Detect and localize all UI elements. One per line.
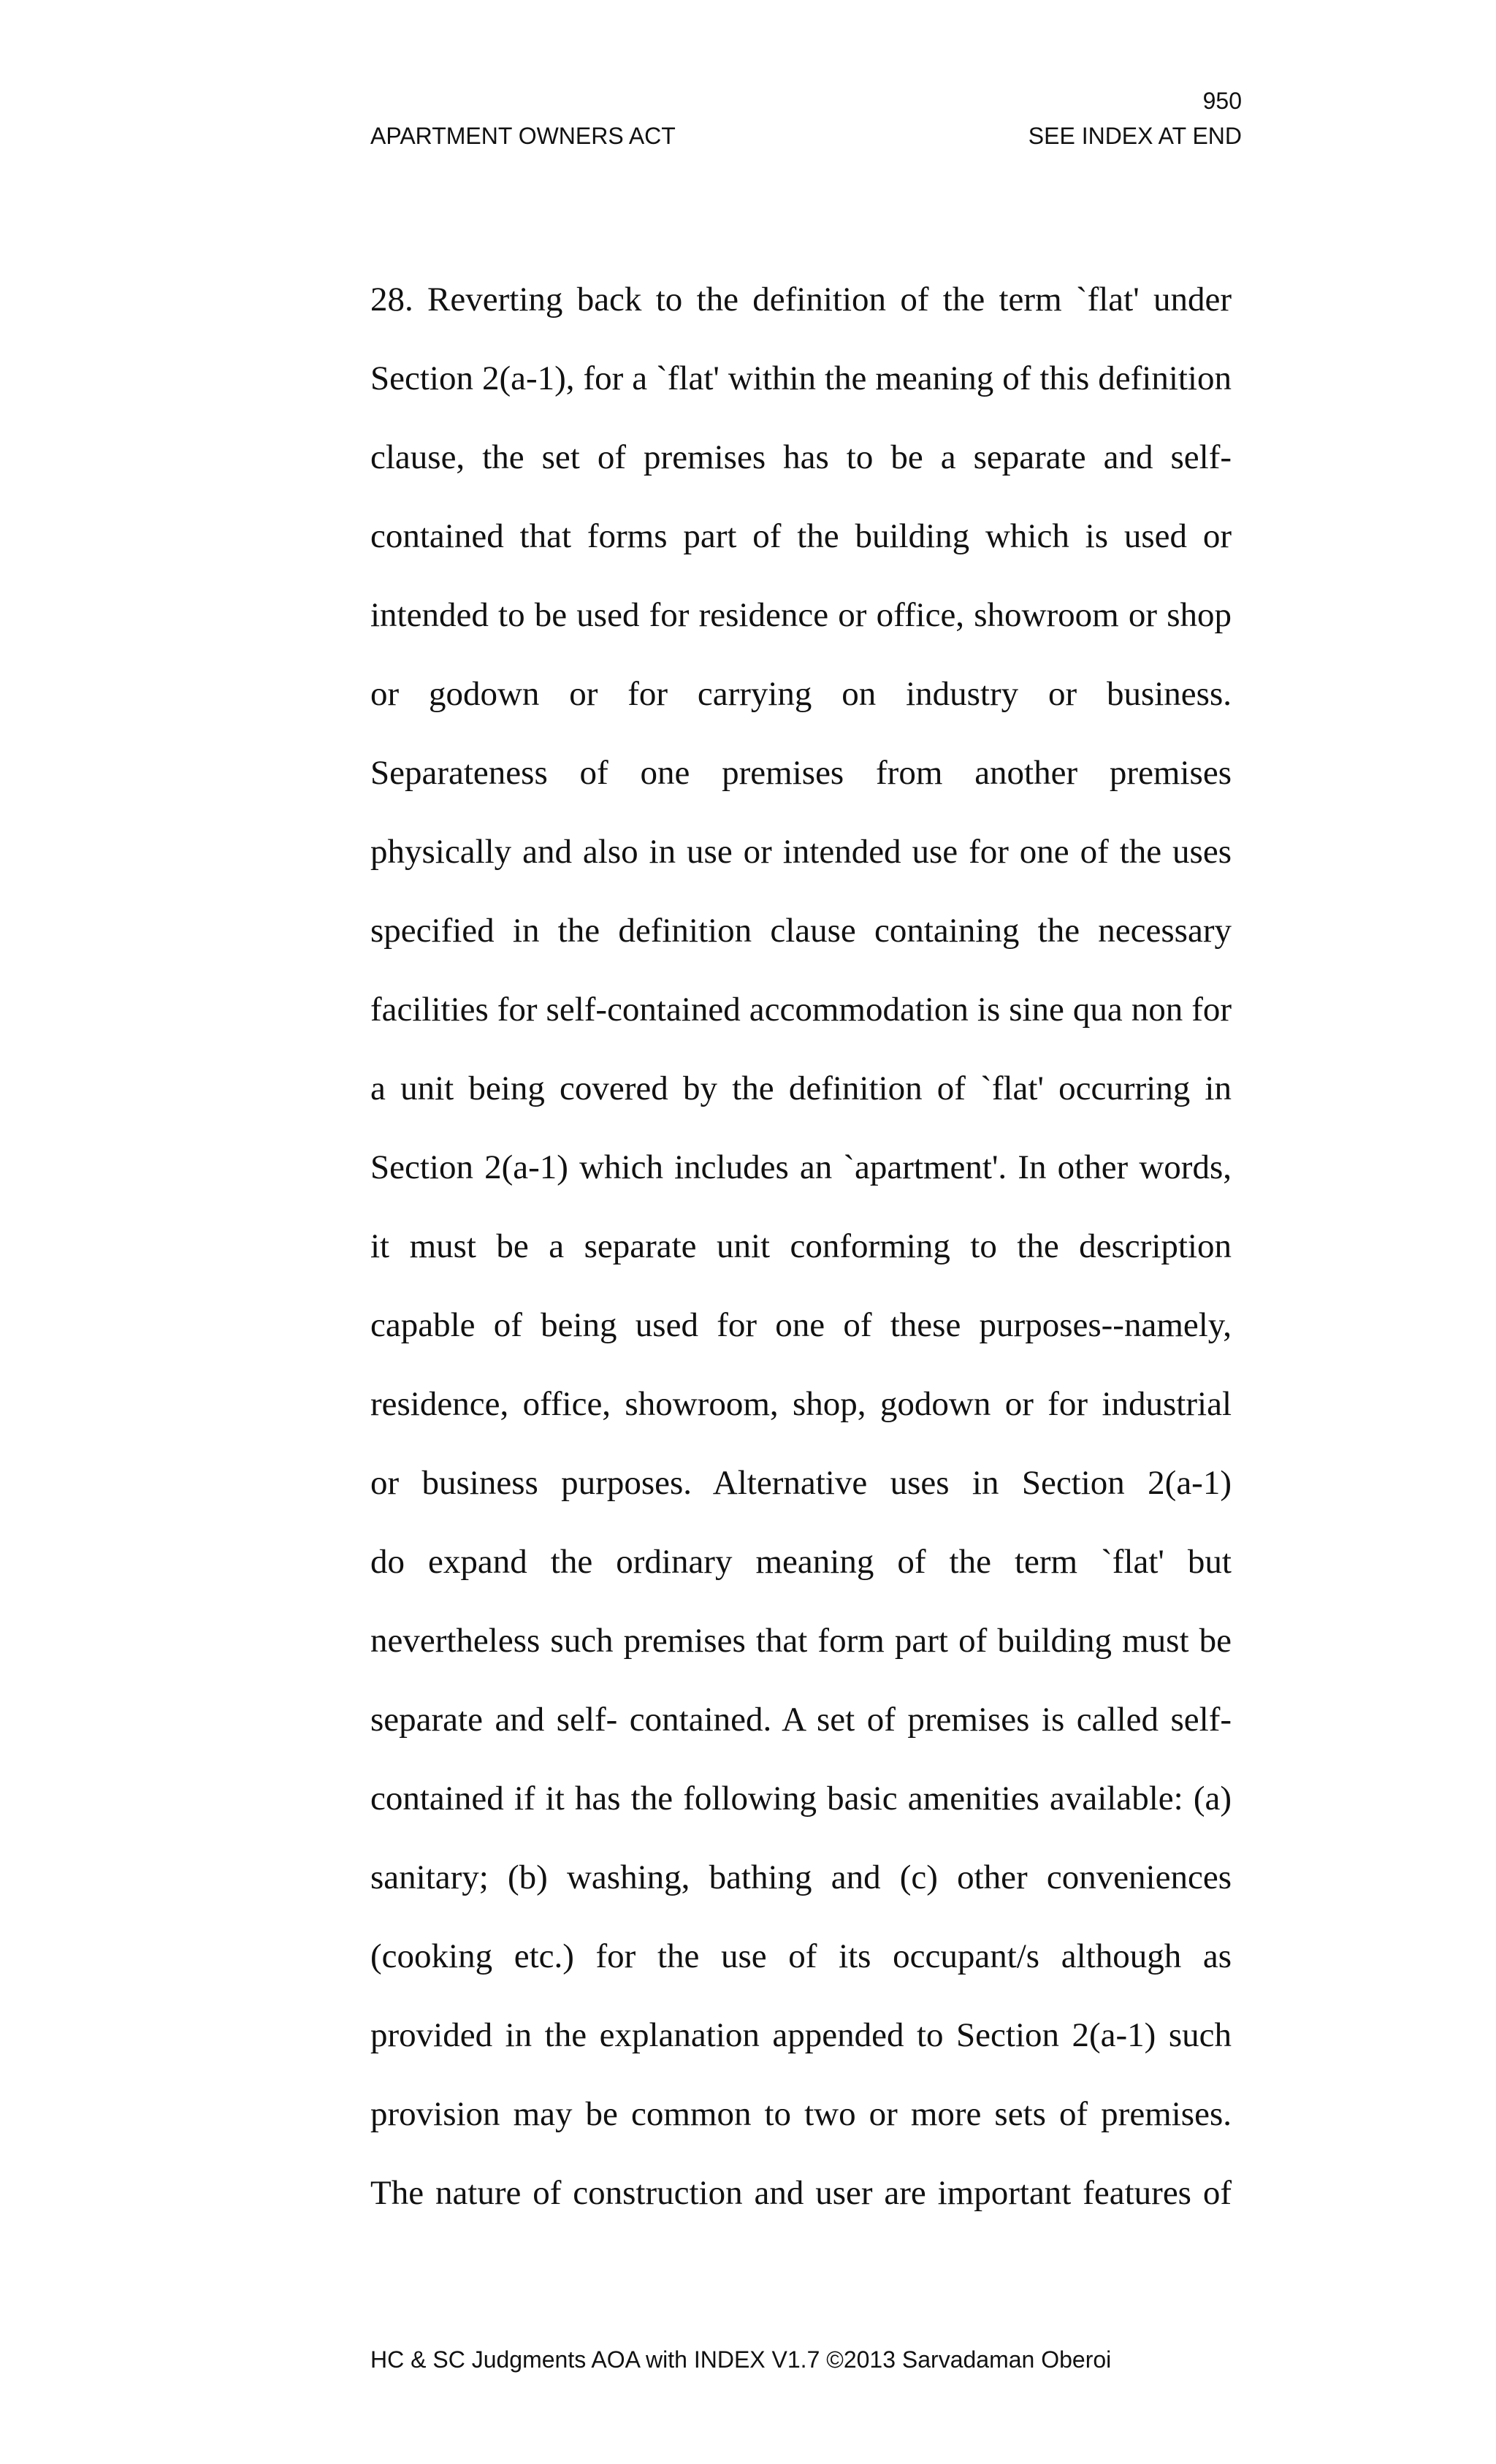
body-line: or godown or for carrying on industry or business.	[370, 675, 1232, 713]
body-line: 28. Reverting back to the definition of the term `flat' under	[370, 281, 1232, 319]
body-line: provided in the explanation appended to Section 2(a-1) such	[370, 2016, 1232, 2054]
body-line: contained that forms part of the building which is used or	[370, 517, 1232, 555]
body-line: do expand the ordinary meaning of the term `flat' but	[370, 1543, 1232, 1581]
body-line: provision may be common to two or more sets of premises.	[370, 2095, 1232, 2133]
body-line: it must be a separate unit conforming to the description	[370, 1227, 1232, 1265]
body-line: a unit being covered by the definition of `flat' occurring in	[370, 1069, 1232, 1107]
body-paragraph	[370, 260, 1232, 2232]
running-header-index-note: SEE INDEX AT END	[1028, 123, 1242, 149]
body-line: sanitary; (b) washing, bathing and (c) other conveniences	[370, 1858, 1232, 1896]
body-line: clause, the set of premises has to be a separate and self-	[370, 438, 1232, 476]
body-line: Section 2(a-1), for a `flat' within the meaning of this definition	[370, 359, 1232, 397]
body-line: The nature of construction and user are important features of	[370, 2174, 1232, 2212]
body-line: or business purposes. Alternative uses in Section 2(a-1)	[370, 1464, 1232, 1502]
body-line: intended to be used for residence or office, showroom or shop	[370, 596, 1232, 634]
body-line: facilities for self-contained accommodation is sine qua non for	[370, 991, 1232, 1029]
running-header-title: APARTMENT OWNERS ACT	[370, 123, 676, 149]
body-line: Section 2(a-1) which includes an `apartment'. In other words,	[370, 1148, 1232, 1186]
page-number: 950	[1202, 88, 1242, 114]
page-footer: HC & SC Judgments AOA with INDEX V1.7 ©2013 Sarvadaman Oberoi	[370, 2346, 1112, 2373]
body-line: residence, office, showroom, shop, godown or for industrial	[370, 1385, 1232, 1423]
body-line: specified in the definition clause containing the necessary	[370, 912, 1232, 950]
body-line: (cooking etc.) for the use of its occupant/s although as	[370, 1937, 1232, 1975]
body-line: contained if it has the following basic amenities available: (a)	[370, 1780, 1232, 1818]
body-line: physically and also in use or intended use for one of the uses	[370, 833, 1232, 871]
body-line: nevertheless such premises that form part of building must be	[370, 1622, 1232, 1660]
body-line: capable of being used for one of these purposes--namely,	[370, 1306, 1232, 1344]
body-line: Separateness of one premises from another premises	[370, 754, 1232, 792]
body-line: separate and self- contained. A set of premises is called self-	[370, 1701, 1232, 1739]
